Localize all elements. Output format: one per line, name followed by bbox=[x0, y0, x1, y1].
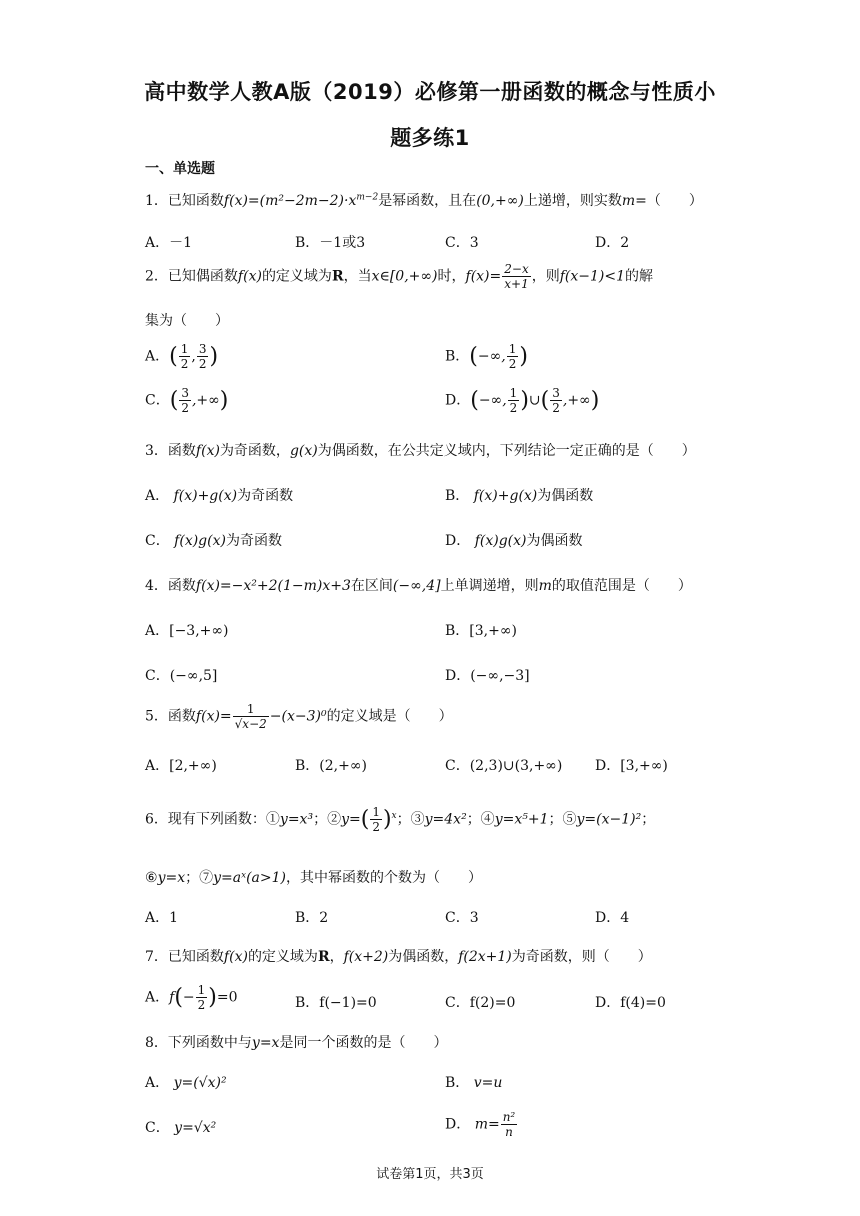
question-3-option-c[interactable]: C． f(x)g(x)为奇函数 bbox=[145, 533, 282, 549]
question-5-option-b[interactable]: B．(2,+∞) bbox=[295, 758, 367, 774]
question-6-stem-cont: ⑥y=x；⑦y=aˣ(a>1)，其中幂函数的个数为（ ） bbox=[145, 870, 482, 886]
question-6-option-a[interactable]: A．1 bbox=[145, 910, 179, 926]
question-1-option-a[interactable]: A．－1 bbox=[145, 235, 193, 251]
question-6-stem: 6．现有下列函数：①y=x³；②y=( $\frac{1}{2}$ )$^x$；③y=4x²；④y=x⁵+1；⑤y=(x−1)²； bbox=[145, 805, 656, 834]
question-8-option-c[interactable]: C． y=√x² bbox=[145, 1120, 217, 1136]
question-1-option-c[interactable]: C．3 bbox=[445, 235, 479, 251]
question-7-option-c[interactable]: C．f(2)=0 bbox=[445, 995, 516, 1011]
question-2-option-a[interactable]: A．( $\frac{1}{2}$ , $\frac{3}{2}$ ) bbox=[145, 342, 219, 371]
question-2-option-d[interactable]: D．(−∞, $\frac{1}{2}$ )∪( $\frac{3}{2}$ ,+∞) bbox=[445, 386, 600, 415]
question-6-option-d[interactable]: D．4 bbox=[595, 910, 630, 926]
question-2-option-c[interactable]: C．( $\frac{3}{2}$ ,+∞) bbox=[145, 386, 229, 415]
question-4-option-b[interactable]: B．[3,+∞) bbox=[445, 623, 517, 639]
question-7-option-b[interactable]: B．f(−1)=0 bbox=[295, 995, 377, 1011]
question-2-stem-cont: 集为（ ） bbox=[145, 313, 229, 329]
question-3-stem: 3．函数f(x)为奇函数，g(x)为偶函数，在公共定义域内，下列结论一定正确的是（ ） bbox=[145, 443, 696, 459]
question-8-stem: 8．下列函数中与y=x是同一个函数的是（ ） bbox=[145, 1035, 448, 1051]
page-title-line2: 题多练1 bbox=[390, 126, 470, 150]
question-1-option-d[interactable]: D．2 bbox=[595, 235, 630, 251]
question-8-option-b[interactable]: B． v=u bbox=[445, 1075, 503, 1091]
section-heading: 一、单选题 bbox=[145, 161, 215, 177]
question-4-option-a[interactable]: A．[−3,+∞) bbox=[145, 623, 229, 639]
question-5-option-a[interactable]: A．[2,+∞) bbox=[145, 758, 217, 774]
question-1-option-b[interactable]: B．－1或3 bbox=[295, 235, 366, 251]
question-4-option-d[interactable]: D．(−∞,−3] bbox=[445, 668, 530, 684]
question-6-option-c[interactable]: C．3 bbox=[445, 910, 479, 926]
question-4-option-c[interactable]: C．(−∞,5] bbox=[145, 668, 218, 684]
page-title-line1: 高中数学人教A版（2019）必修第一册函数的概念与性质小 bbox=[144, 80, 716, 104]
question-3-option-a[interactable]: A． f(x)+g(x)为奇函数 bbox=[145, 488, 294, 504]
question-5-option-c[interactable]: C．(2,3)∪(3,+∞) bbox=[445, 758, 563, 774]
question-1-stem: 1．已知函数$f(x)=(m^2-2m-2)\cdot x^{m-2}$是幂函数，且在(0,+∞)上递增，则实数m=（ ） bbox=[145, 192, 703, 209]
question-6-option-b[interactable]: B．2 bbox=[295, 910, 329, 926]
question-2-option-b[interactable]: B．(−∞, $\frac{1}{2}$ ) bbox=[445, 342, 528, 371]
question-3-option-d[interactable]: D． f(x)g(x)为偶函数 bbox=[445, 533, 583, 549]
question-7-option-a[interactable]: A．f(− $\frac{1}{2}$ )=0 bbox=[145, 983, 238, 1012]
question-2-stem: 2．已知偶函数f(x)的定义域为R，当x∈[0,+∞)时，f(x)= $\frac{2-x}{x+1}$ ，则f(x−1)<1的解 bbox=[145, 262, 653, 291]
question-7-option-d[interactable]: D．f(4)=0 bbox=[595, 995, 666, 1011]
question-5-stem: 5．函数f(x)= $\frac{1}{√x-2}$ −(x−3)⁰的定义域是（ ） bbox=[145, 702, 453, 731]
question-3-option-b[interactable]: B． f(x)+g(x)为偶函数 bbox=[445, 488, 594, 504]
question-8-option-a[interactable]: A． y=(√x)² bbox=[145, 1075, 227, 1091]
question-4-stem: 4．函数f(x)=−x²+2(1−m)x+3在区间(−∞,4]上单调递增，则m的取值范围是（ ） bbox=[145, 578, 692, 594]
page-footer: 试卷第1页，共3页 bbox=[376, 1167, 484, 1182]
question-7-stem: 7．已知函数f(x)的定义域为R，f(x+2)为偶函数，f(2x+1)为奇函数，则（ ） bbox=[145, 949, 652, 965]
question-5-option-d[interactable]: D．[3,+∞) bbox=[595, 758, 668, 774]
question-8-option-d[interactable]: D． m= $\frac{\text{n²}}{n}$ bbox=[445, 1110, 516, 1139]
